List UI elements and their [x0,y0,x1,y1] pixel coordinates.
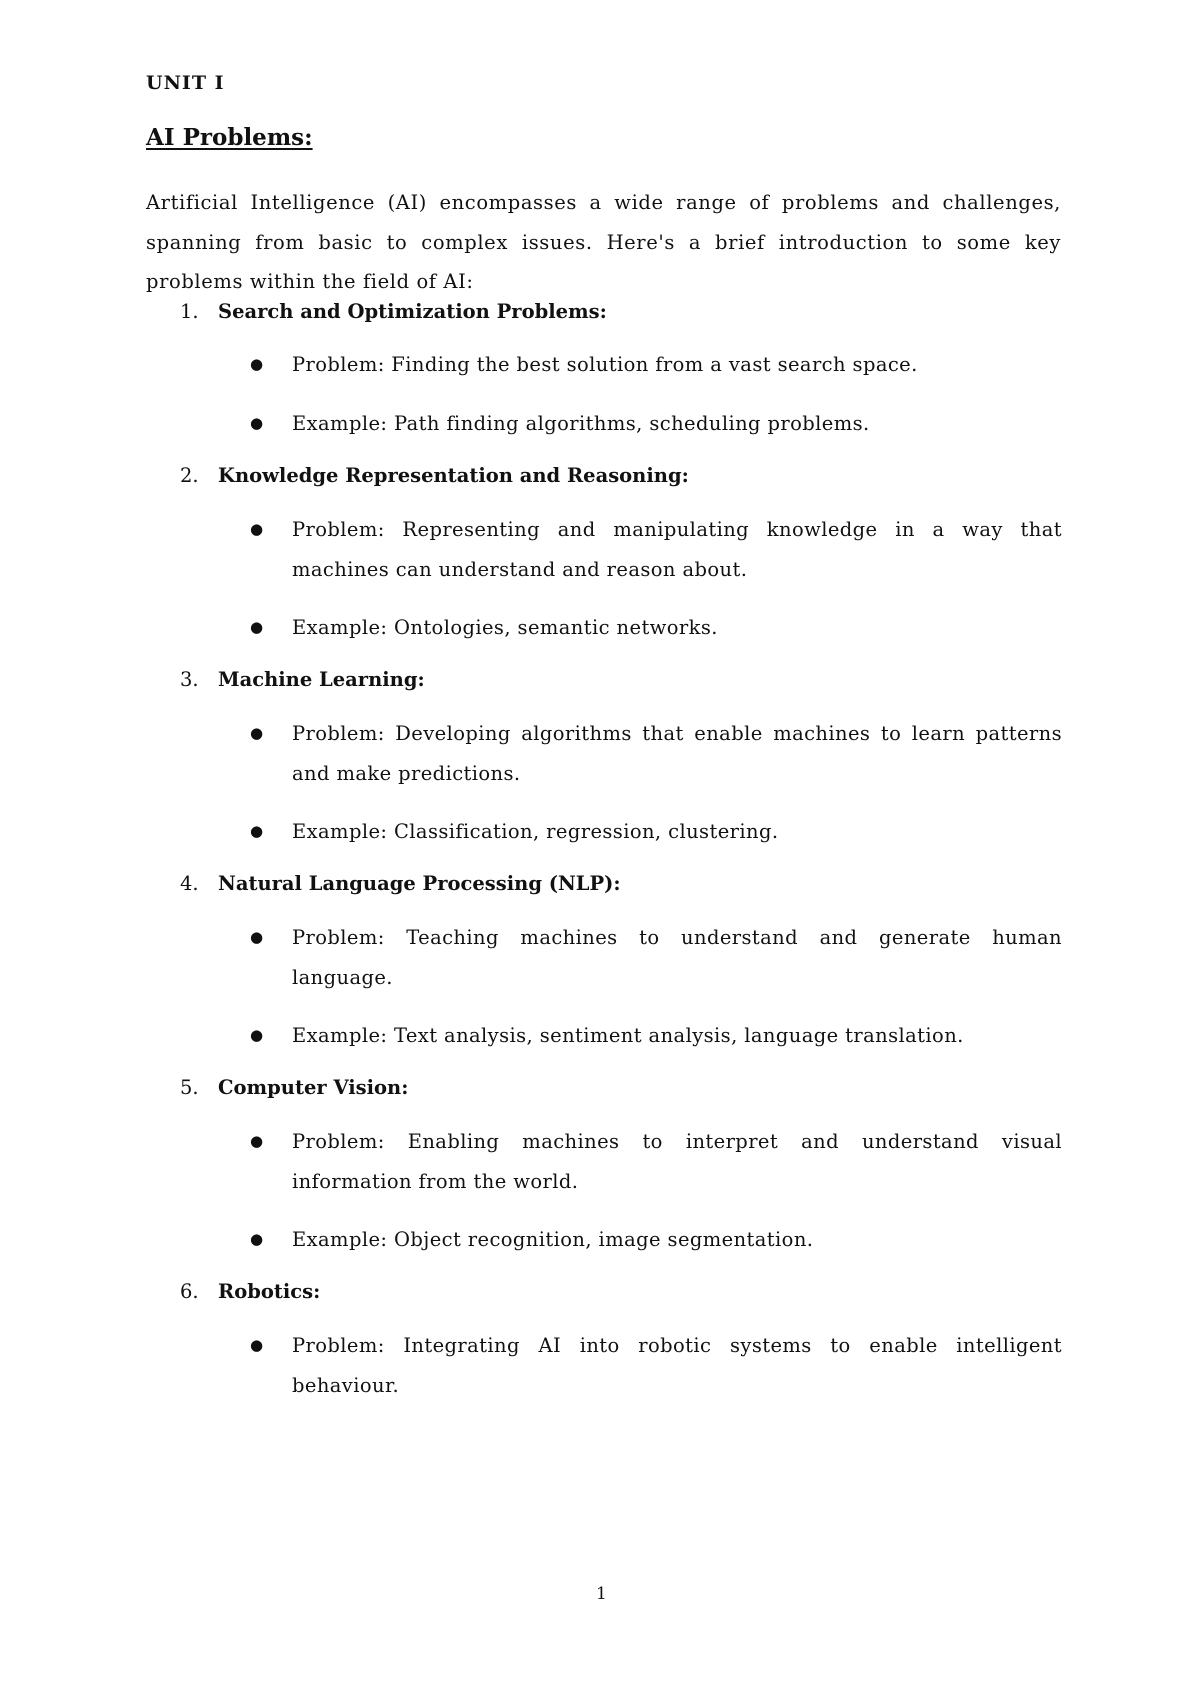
list-item [250,1016,1062,1056]
list-item [250,1326,1062,1405]
section-title: Natural Language Processing (NLP): [218,872,621,895]
bullet-icon: ● [250,822,264,840]
section-number: 6. [180,1280,199,1303]
page-number: 1 [596,1584,607,1604]
example-text: Example: Object recognition, image segmentation. [292,1228,814,1251]
list-item [250,345,1062,385]
problem-text: Problem: Representing and manipulating knowledge in a way that machines can understand and reason about. [292,518,1062,581]
example-text: Example: Ontologies, semantic networks. [292,616,718,639]
section-title: Computer Vision: [218,1076,409,1099]
section-number: 1. [180,300,199,323]
problem-text: Problem: Enabling machines to interpret and understand visual information from the world. [292,1130,1062,1193]
list-item [250,404,1062,444]
bullet-icon: ● [250,414,264,432]
list-item [250,918,1062,997]
section-title: Knowledge Representation and Reasoning: [218,464,689,487]
example-text: Example: Classification, regression, clustering. [292,820,779,843]
section-number: 2. [180,464,199,487]
bullet-icon: ● [250,1026,264,1044]
bullet-icon: ● [250,355,264,373]
section-title: Robotics: [218,1280,321,1303]
list-item [250,1122,1062,1201]
list-item [250,714,1062,793]
list-item [250,510,1062,589]
section-title: Search and Optimization Problems: [218,300,607,323]
example-text: Example: Path finding algorithms, scheduling problems. [292,412,870,435]
section-title: Machine Learning: [218,668,425,691]
bullet-icon: ● [250,1336,264,1354]
page-title: AI Problems: [146,124,313,151]
bullet-icon: ● [250,618,264,636]
list-item [250,608,1062,648]
problem-text: Problem: Finding the best solution from a vast search space. [292,353,918,376]
intro-paragraph: Artificial Intelligence (AI) encompasses a wide range of problems and challenges, spanning from basic to complex issues. Here's a brief introduction to some key problems within the field of AI: [146,191,1061,293]
problem-text: Problem: Teaching machines to understand and generate human language. [292,926,1062,989]
unit-label: UNIT I [146,72,225,94]
list-item [250,1220,1062,1260]
bullet-icon: ● [250,1230,264,1248]
bullet-icon: ● [250,1132,264,1150]
section-number: 5. [180,1076,199,1099]
problem-text: Problem: Integrating AI into robotic systems to enable intelligent behaviour. [292,1334,1062,1397]
bullet-icon: ● [250,520,264,538]
bullet-icon: ● [250,724,264,742]
problem-text: Problem: Developing algorithms that enable machines to learn patterns and make predictions. [292,722,1062,785]
section-number: 3. [180,668,199,691]
list-item [250,812,1062,852]
example-text: Example: Text analysis, sentiment analysis, language translation. [292,1024,964,1047]
bullet-icon: ● [250,928,264,946]
section-number: 4. [180,872,199,895]
